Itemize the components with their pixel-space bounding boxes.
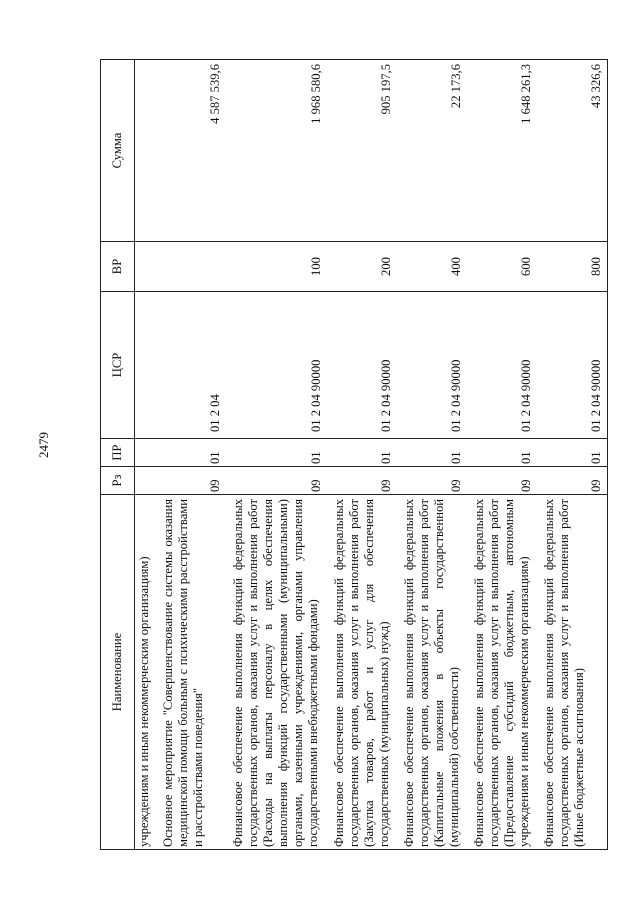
column-header-sum: Сумма (101, 60, 135, 242)
cell-sum: 43 326,6 (537, 60, 608, 242)
table-row (327, 60, 397, 850)
cell-pr: 01 (156, 439, 226, 467)
cell-pr: 01 (397, 439, 467, 467)
column-header-csr: ЦСР (101, 292, 135, 439)
cell-rz: 09 (327, 467, 397, 495)
cell-sum: 1 968 580,6 (226, 60, 327, 242)
table-row (135, 60, 157, 850)
cell-sum: 22 173,6 (397, 60, 467, 242)
cell-pr: 01 (537, 439, 608, 467)
cell-vr: 100 (226, 242, 327, 292)
column-header-pr: ПР (101, 439, 135, 467)
cell-name: Финансовое обеспечение выполнения функций федеральных государственных органов, оказания услуг и выполнения работ (Закупка товаров, работ и услуг для обеспечения государственных (муниципальных) нужд) (327, 495, 397, 850)
page-number: 2479 (36, 432, 51, 458)
cell-csr (135, 292, 157, 439)
table-header-row (101, 60, 135, 850)
cell-sum: 4 587 539,6 (156, 60, 226, 242)
rotated-table-container (100, 60, 603, 850)
cell-rz: 09 (537, 467, 608, 495)
cell-vr: 200 (327, 242, 397, 292)
cell-csr: 01 2 04 90000 (397, 292, 467, 439)
cell-rz: 09 (226, 467, 327, 495)
cell-rz (135, 467, 157, 495)
column-header-name: Наименование (101, 495, 135, 850)
cell-name: Финансовое обеспечение выполнения функций федеральных государственных органов, оказания услуг и выполнения работ (Капитальные вложения в объекты государственной (муниципальной) собственности) (397, 495, 467, 850)
cell-csr: 01 2 04 (156, 292, 226, 439)
cell-sum: 905 197,5 (327, 60, 397, 242)
cell-vr (135, 242, 157, 292)
cell-csr: 01 2 04 90000 (226, 292, 327, 439)
table-row (537, 60, 608, 850)
cell-rz: 09 (397, 467, 467, 495)
table-row (156, 60, 226, 850)
table-row (226, 60, 327, 850)
cell-sum (135, 60, 157, 242)
cell-name: Финансовое обеспечение выполнения функций федеральных государственных органов, оказания услуг и выполнения работ (Иные бюджетные ассигнования) (537, 495, 608, 850)
cell-rz: 09 (156, 467, 226, 495)
table-row (467, 60, 537, 850)
cell-csr: 01 2 04 90000 (537, 292, 608, 439)
cell-pr: 01 (226, 439, 327, 467)
cell-vr (156, 242, 226, 292)
cell-name: Основное мероприятие "Совершенствование системы оказания медицинской помощи больным с психическими расстройствами и расстройствами поведения" (156, 495, 226, 850)
cell-pr (135, 439, 157, 467)
cell-vr: 600 (467, 242, 537, 292)
cell-name: учреждениям и иным некоммерческим организациям) (135, 495, 157, 850)
budget-table (100, 59, 608, 850)
cell-pr: 01 (327, 439, 397, 467)
table-row (397, 60, 467, 850)
cell-csr: 01 2 04 90000 (327, 292, 397, 439)
cell-name: Финансовое обеспечение выполнения функций федеральных государственных органов, оказания услуг и выполнения работ (Расходы на выплаты персоналу в целях обеспечения выполнения функций государственными (муниципальными) органами, казенными учреждениями, органами управления государственными внебюджетными фондами) (226, 495, 327, 850)
cell-sum: 1 648 261,3 (467, 60, 537, 242)
cell-rz: 09 (467, 467, 537, 495)
cell-csr: 01 2 04 90000 (467, 292, 537, 439)
cell-name: Финансовое обеспечение выполнения функций федеральных государственных органов, оказания услуг и выполнения работ (Предоставление субсидий бюджетным, автономным учреждениям и иным некоммерческим организациям) (467, 495, 537, 850)
cell-vr: 800 (537, 242, 608, 292)
cell-vr: 400 (397, 242, 467, 292)
cell-pr: 01 (467, 439, 537, 467)
column-header-rz: Рз (101, 467, 135, 495)
column-header-vr: ВР (101, 242, 135, 292)
